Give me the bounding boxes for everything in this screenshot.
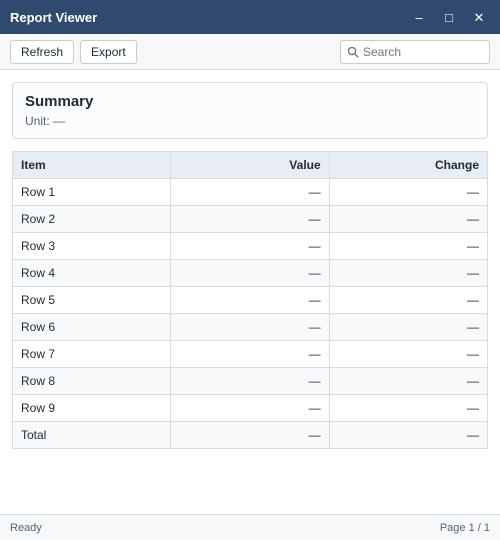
table-header-row (13, 152, 488, 179)
page-indicator: Page 1 / 1 (439, 521, 490, 534)
table-row[interactable] (13, 287, 488, 314)
table-cell: Row 7 (13, 341, 171, 368)
search-box[interactable] (340, 40, 490, 64)
table-row[interactable] (13, 260, 488, 287)
table-cell: Total (13, 422, 171, 449)
table-cell: — (171, 368, 329, 395)
table-cell: Row 2 (13, 206, 171, 233)
table-cell: Row 5 (13, 287, 171, 314)
status-text: Ready (10, 521, 42, 534)
table-cell: — (329, 260, 487, 287)
table-cell: Row 1 (13, 179, 171, 206)
table-cell: Row 9 (13, 395, 171, 422)
table-row[interactable] (13, 395, 488, 422)
table-cell: — (171, 314, 329, 341)
table-cell: — (329, 179, 487, 206)
table-row[interactable] (13, 314, 488, 341)
table-row[interactable] (13, 341, 488, 368)
column-header[interactable]: Value (171, 152, 329, 179)
table-cell: — (171, 206, 329, 233)
table-cell: — (329, 206, 487, 233)
table-cell: — (171, 179, 329, 206)
table-row[interactable] (13, 179, 488, 206)
title-bar (0, 0, 500, 34)
table-cell: — (171, 395, 329, 422)
maximize-button[interactable]: □ (445, 9, 453, 25)
minimize-button[interactable]: – (415, 9, 423, 25)
toolbar (0, 34, 500, 70)
column-header[interactable]: Item (13, 152, 171, 179)
table-cell: — (329, 422, 487, 449)
data-table (12, 151, 488, 449)
table-cell: — (171, 341, 329, 368)
table-cell: Row 6 (13, 314, 171, 341)
close-button[interactable]: ✕ (473, 9, 485, 25)
table-cell: — (171, 287, 329, 314)
status-bar (0, 514, 500, 540)
main-content (0, 70, 500, 514)
table-row[interactable] (13, 368, 488, 395)
table-cell: — (329, 287, 487, 314)
table-cell: — (171, 422, 329, 449)
table-cell: Row 4 (13, 260, 171, 287)
table-row[interactable] (13, 422, 488, 449)
window-title: Report Viewer (10, 9, 98, 25)
table-cell: — (329, 314, 487, 341)
summary-card (12, 82, 488, 139)
table-cell: — (329, 233, 487, 260)
table-cell: — (329, 368, 487, 395)
table-cell: Row 3 (13, 233, 171, 260)
page-subtitle: Unit: — (25, 114, 66, 128)
export-button[interactable]: Export (80, 40, 137, 64)
table-row[interactable] (13, 233, 488, 260)
search-input[interactable] (363, 45, 483, 59)
refresh-button[interactable]: Refresh (10, 40, 74, 64)
search-icon (347, 46, 359, 58)
table-cell: — (329, 395, 487, 422)
table-cell: Row 8 (13, 368, 171, 395)
column-header[interactable]: Change (329, 152, 487, 179)
page-title: Summary (25, 93, 94, 110)
table-cell: — (171, 260, 329, 287)
table-cell: — (171, 233, 329, 260)
table-cell: — (329, 341, 487, 368)
table-row[interactable] (13, 206, 488, 233)
